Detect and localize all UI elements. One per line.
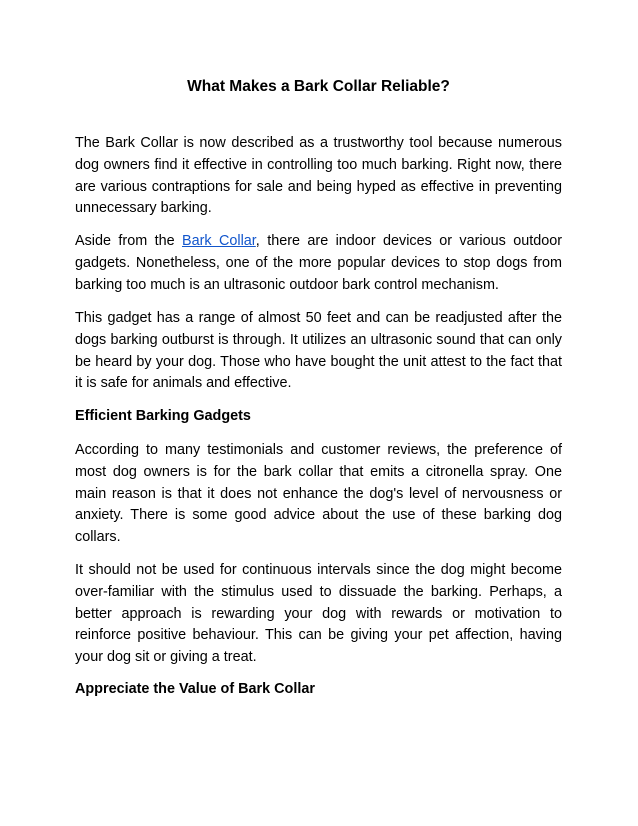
paragraph-gadget: This gadget has a range of almost 50 feet and can be readjusted after the dogs barking outburst is through. It utilizes an ultrasonic sound that can only be heard by your dog. Those who have bought the unit attest to the fact that it is safe for animals and effective. [75, 310, 562, 392]
document-title: What Makes a Bark Collar Reliable? [187, 78, 450, 95]
paragraph-aside-text-start: Aside from the [75, 233, 182, 249]
paragraph-continuous-use: It should not be used for continuous intervals since the dog might become over-familiar with the stimulus used to dissuade the barking. Perhaps, a better approach is rewarding your dog with rewards or motivation to reinforce positive behaviour. This can be giving your pet affection, having your dog sit or giving a treat. [75, 562, 562, 666]
section-heading-efficient-gadgets: Efficient Barking Gadgets [75, 408, 251, 424]
paragraph-testimonials: According to many testimonials and customer reviews, the preference of most dog owners is for the bark collar that emits a citronella spray. One main reason is that it does not enhance the dog's level of nervousness or anxiety. There is some good advice about the use of these barking dog collars. [75, 442, 562, 546]
paragraph-aside [75, 231, 562, 296]
paragraph-intro: The Bark Collar is now described as a trustworthy tool because numerous dog owners find it effective in controlling too much barking. Right now, there are various contraptions for sale and being hyped as effective in preventing unnecessary barking. [75, 135, 562, 217]
section-heading-appreciate-value: Appreciate the Value of Bark Collar [75, 681, 315, 697]
bark-collar-link[interactable]: Bark Collar [182, 233, 256, 249]
paragraph-aside-text-end: , there are indoor devices or various outdoor gadgets. Nonetheless, one of the more popular devices to stop dogs from barking too much is an ultrasonic outdoor bark control mechanism. [75, 233, 563, 293]
